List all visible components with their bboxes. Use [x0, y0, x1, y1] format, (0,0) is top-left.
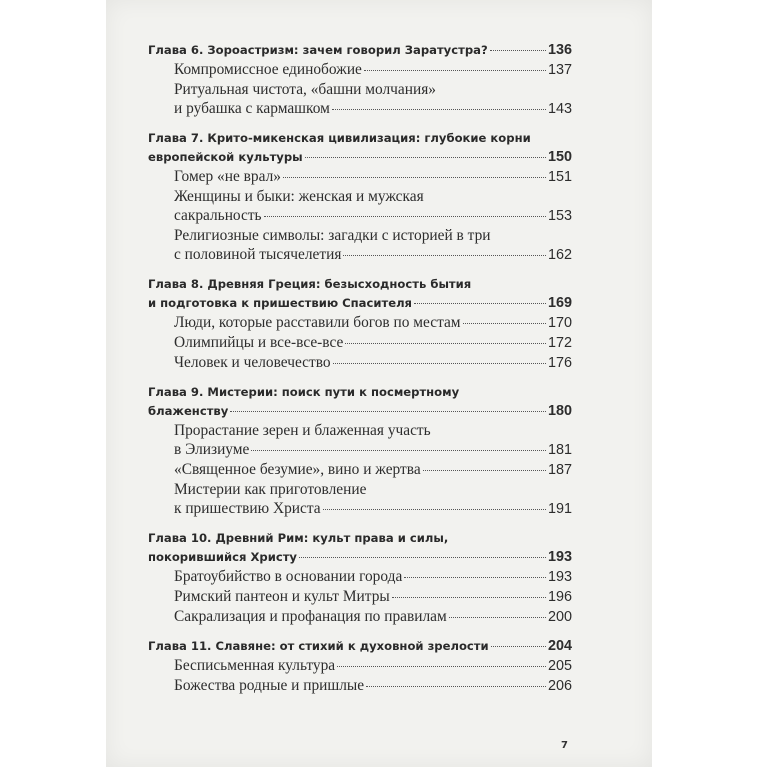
section-title-line: [174, 99, 572, 119]
section-title-text: с половиной тысячелетия: [174, 246, 342, 263]
page-number: 7: [561, 740, 568, 751]
section-title-text: Религиозные символы: загадки с историей в три: [174, 227, 491, 244]
leader-dots: [404, 577, 546, 578]
toc-section: [148, 167, 572, 187]
toc-chapter: [148, 275, 572, 373]
chapter-title-text: покорившийся Христу: [148, 550, 297, 564]
leader-dots: [251, 450, 546, 451]
chapter-title-line: [148, 548, 572, 567]
toc-section: [148, 676, 572, 696]
chapter-title-line: [148, 275, 572, 294]
section-page-number: 143: [547, 101, 572, 117]
leader-dots: [343, 255, 546, 256]
section-title-text: Человек и человечество: [174, 354, 331, 371]
section-page-number: 196: [547, 589, 572, 605]
section-page-number: 206: [547, 678, 572, 694]
chapter-title-line: [148, 529, 572, 548]
chapter-heading: [148, 637, 572, 656]
chapter-title-text: Глава 8. Древняя Греция: безысходность бытия: [148, 277, 472, 291]
toc-section: [148, 460, 572, 480]
toc-section: [148, 333, 572, 353]
section-page-number: 153: [547, 208, 572, 224]
leader-dots: [283, 177, 546, 178]
section-title-line: [174, 656, 572, 676]
toc-section: [148, 226, 572, 265]
section-title-line: [174, 187, 572, 206]
chapter-heading: [148, 129, 572, 167]
toc-chapter: [148, 529, 572, 627]
chapter-title-text: Глава 6. Зороастризм: зачем говорил Заратустра?: [148, 43, 488, 57]
chapter-title-text: Глава 11. Славяне: от стихий к духовной зрелости: [148, 639, 489, 653]
leader-dots: [364, 70, 546, 71]
section-title-line: [174, 333, 572, 353]
chapter-title-text: европейской культуры: [148, 150, 303, 164]
section-title-text: Люди, которые расставили богов по местам: [174, 314, 461, 331]
section-title-line: [174, 313, 572, 333]
chapter-title-line: [148, 402, 572, 421]
section-title-text: Женщины и быки: женская и мужская: [174, 188, 424, 205]
section-title-text: в Элизиуме: [174, 441, 250, 458]
chapter-title-line: [148, 294, 572, 313]
toc-section: [148, 607, 572, 627]
section-title-text: Компромиссное единобожие: [174, 61, 362, 78]
section-title-line: [174, 421, 572, 440]
section-title-line: [174, 245, 572, 265]
leader-dots: [414, 303, 546, 304]
section-title-text: Божества родные и пришлые: [174, 677, 365, 694]
leader-dots: [264, 216, 546, 217]
section-page-number: 137: [547, 62, 572, 78]
toc-chapter: [148, 637, 572, 696]
toc-chapter: [148, 129, 572, 265]
section-title-text: Мистерии как приготовление: [174, 481, 367, 498]
section-title-line: [174, 80, 572, 99]
chapter-title-text: Глава 7. Крито-микенская цивилизация: глубокие корни: [148, 131, 531, 145]
leader-dots: [345, 343, 546, 344]
chapter-heading: [148, 41, 572, 60]
leader-dots: [299, 557, 546, 558]
toc-section: [148, 421, 572, 460]
section-title-text: Бесписьменная культура: [174, 657, 336, 674]
section-title-line: [174, 567, 572, 587]
section-page-number: 176: [547, 355, 572, 371]
section-title-line: [174, 460, 572, 480]
leader-dots: [392, 597, 546, 598]
section-title-line: [174, 206, 572, 226]
chapter-title-text: блаженству: [148, 404, 229, 418]
chapter-title-line: [148, 383, 572, 402]
section-title-line: [174, 60, 572, 80]
section-page-number: 191: [547, 501, 572, 517]
toc-chapter: [148, 383, 572, 519]
chapter-heading: [148, 529, 572, 567]
section-title-line: [174, 353, 572, 373]
chapter-page-number: 193: [547, 549, 572, 565]
section-title-text: Римский пантеон и культ Митры: [174, 588, 390, 605]
leader-dots: [423, 470, 546, 471]
chapter-title-line: [148, 148, 572, 167]
section-page-number: 205: [547, 658, 572, 674]
toc-section: [148, 80, 572, 119]
section-page-number: 170: [547, 315, 572, 331]
leader-dots: [491, 646, 546, 647]
toc-section: [148, 313, 572, 333]
section-title-line: [174, 607, 572, 627]
toc-section: [148, 567, 572, 587]
section-title-line: [174, 676, 572, 696]
section-title-line: [174, 480, 572, 499]
section-title-line: [174, 499, 572, 519]
section-title-text: и рубашка с кармашком: [174, 100, 330, 117]
section-title-text: сакральность: [174, 207, 262, 224]
section-page-number: 187: [547, 462, 572, 478]
section-title-text: «Священное безумие», вино и жертва: [174, 461, 421, 478]
leader-dots: [230, 411, 546, 412]
section-title-text: Гомер «не врал»: [174, 168, 281, 185]
chapter-page-number: 169: [547, 295, 572, 311]
section-page-number: 181: [547, 442, 572, 458]
section-page-number: 162: [547, 247, 572, 263]
leader-dots: [305, 157, 546, 158]
section-title-line: [174, 167, 572, 187]
section-title-line: [174, 587, 572, 607]
table-of-contents: [148, 41, 572, 706]
leader-dots: [333, 363, 546, 364]
chapter-page-number: 136: [547, 42, 572, 58]
toc-section: [148, 60, 572, 80]
section-title-text: Прорастание зерен и блаженная участь: [174, 422, 431, 439]
section-page-number: 151: [547, 169, 572, 185]
chapter-title-line: [148, 129, 572, 148]
toc-section: [148, 656, 572, 676]
section-page-number: 172: [547, 335, 572, 351]
section-page-number: 200: [547, 609, 572, 625]
toc-section: [148, 187, 572, 226]
chapter-title-line: [148, 41, 572, 60]
leader-dots: [332, 109, 546, 110]
leader-dots: [366, 686, 546, 687]
toc-section: [148, 353, 572, 373]
leader-dots: [449, 617, 546, 618]
section-title-line: [174, 440, 572, 460]
chapter-heading: [148, 275, 572, 313]
chapter-title-line: [148, 637, 572, 656]
chapter-title-text: Глава 10. Древний Рим: культ права и силы,: [148, 531, 449, 545]
chapter-page-number: 150: [547, 149, 572, 165]
chapter-heading: [148, 383, 572, 421]
section-title-text: Ритуальная чистота, «башни молчания»: [174, 81, 436, 98]
section-title-text: Братоубийство в основании города: [174, 568, 403, 585]
leader-dots: [490, 50, 546, 51]
chapter-title-text: Глава 9. Мистерии: поиск пути к посмертному: [148, 385, 460, 399]
chapter-page-number: 204: [547, 638, 572, 654]
toc-section: [148, 480, 572, 519]
section-title-line: [174, 226, 572, 245]
leader-dots: [323, 509, 546, 510]
chapter-page-number: 180: [547, 403, 572, 419]
chapter-title-text: и подготовка к пришествию Спасителя: [148, 296, 413, 310]
toc-chapter: [148, 41, 572, 119]
section-title-text: Олимпийцы и все-все-все: [174, 334, 344, 351]
leader-dots: [337, 666, 546, 667]
section-page-number: 193: [547, 569, 572, 585]
section-title-text: Сакрализация и профанация по правилам: [174, 608, 447, 625]
leader-dots: [463, 323, 546, 324]
toc-section: [148, 587, 572, 607]
section-title-text: к пришествию Христа: [174, 500, 321, 517]
